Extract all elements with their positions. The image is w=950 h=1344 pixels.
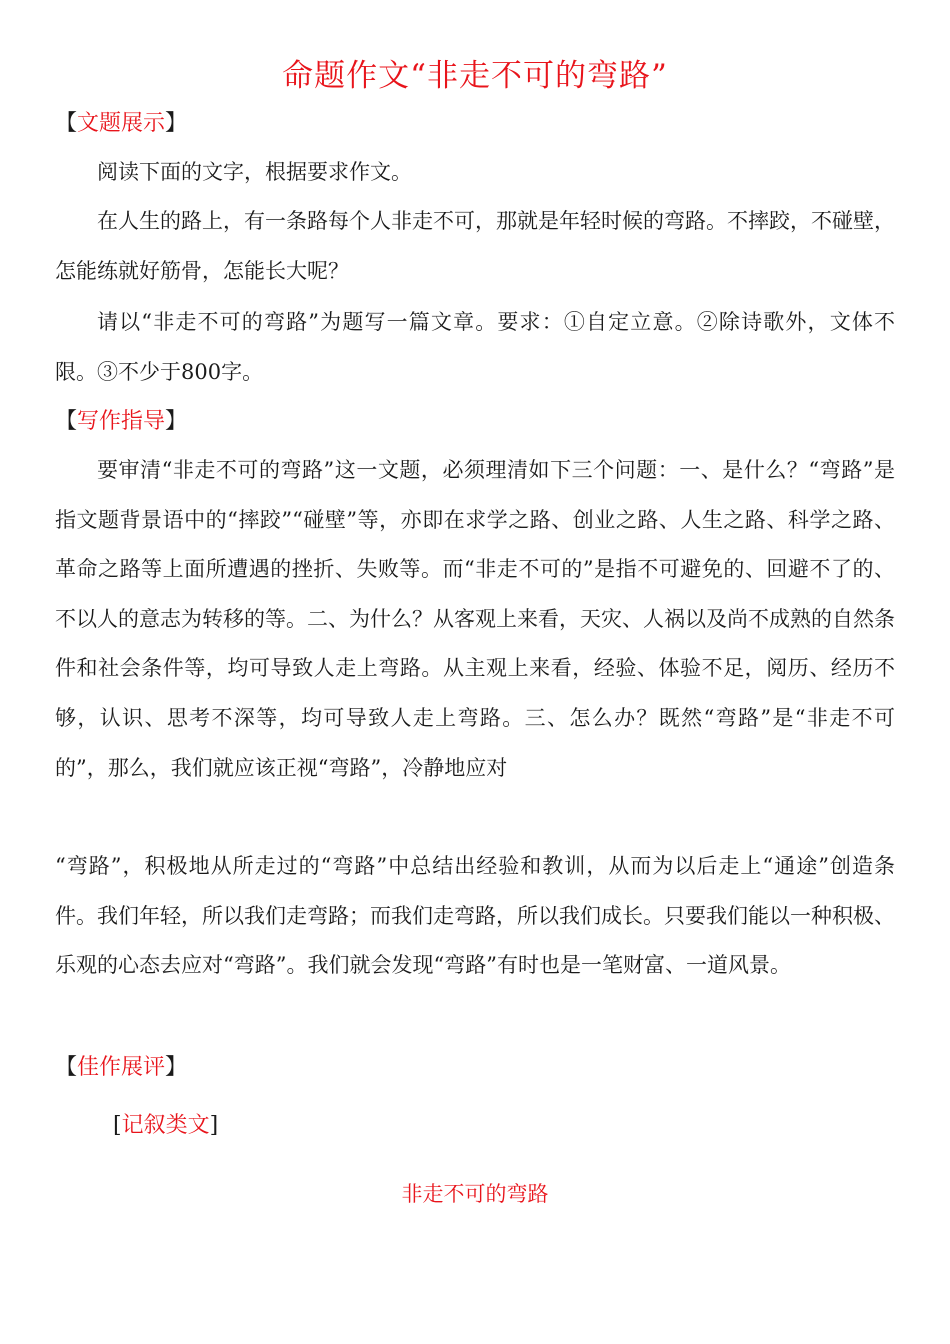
prompt-material: 在人生的路上，有一条路每个人非走不可，那就是年轻时候的弯路。不摔跤，不碰壁，怎能练就好筋骨，怎能长大呢？ <box>55 209 895 283</box>
section-heading-review <box>55 1050 187 1081</box>
section-label-review: 佳作展评 <box>77 1055 166 1080</box>
bracket-close: 】 <box>165 409 188 434</box>
prompt-requirements: 请以“非走不可的弯路”为题写一篇文章。要求：①自定立意。②除诗歌外，文体不限。③不少于800字。 <box>55 310 895 384</box>
prompt-instruction: 阅读下面的文字，根据要求作文。 <box>97 160 412 184</box>
subheading-label: 记叙类文 <box>121 1113 210 1138</box>
sub-bracket-open: [ <box>113 1113 122 1138</box>
sub-bracket-close: ] <box>209 1113 219 1138</box>
bracket-close: 】 <box>165 111 188 136</box>
guide-paragraph-1: 要审清“非走不可的弯路”这一文题，必须理清如下三个问题：一、是什么？“弯路”是指文题背景语中的“摔跤”“碰壁”等，亦即在求学之路、创业之路、人生之路、科学之路、革命之路等上面所遭遇的挫折、失败等。而“非走不可的”是指不可避免的、回避不了的、不以人的意志为转移的等。二、为什么？从客观上来看，天灾、人祸以及尚不成熟的自然条件和社会条件等，均可导致人走上弯路。从主观上来看，经验、体验不足，阅历、经历不够，认识、思考不深等，均可导致人走上弯路。三、怎么办？既然“弯路”是“非走不可的”，那么，我们就应该正视“弯路”，冷静地应对 <box>55 458 895 780</box>
bracket-open: 【 <box>55 409 78 434</box>
section-label-prompt: 文题展示 <box>77 111 166 136</box>
guide-paragraph-2: “弯路”，积极地从所走过的“弯路”中总结出经验和教训，从而为以后走上“通途”创造条件。我们年轻，所以我们走弯路；而我们走弯路，所以我们成长。只要我们能以一种积极、乐观的心态去应对“弯路”。我们就会发现“弯路”有时也是一笔财富、一道风景。 <box>55 854 895 978</box>
bracket-open: 【 <box>55 111 78 136</box>
section-heading-prompt <box>55 106 187 137</box>
subheading-narrative <box>113 1108 218 1139</box>
bracket-close: 】 <box>165 1055 188 1080</box>
bracket-open: 【 <box>55 1055 78 1080</box>
section-label-guide: 写作指导 <box>77 409 166 434</box>
section-heading-guide <box>55 404 187 435</box>
page-title: 命题作文“非走不可的弯路” <box>282 58 668 94</box>
essay-title: 非走不可的弯路 <box>401 1182 549 1206</box>
